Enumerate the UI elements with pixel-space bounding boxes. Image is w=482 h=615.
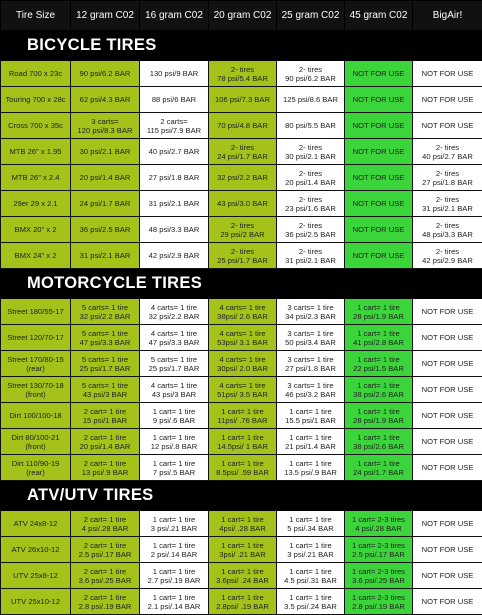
pressure-cell: 2- tires 23 psi/1.6 BAR xyxy=(277,191,345,217)
pressure-cell: 1 cart= 1 tire 12 psi/.8 BAR xyxy=(140,429,209,455)
pressure-cell: 90 psi/6.2 BAR xyxy=(71,61,140,87)
table-row xyxy=(1,217,482,243)
pressure-cell: 2- tires 31 psi/2.1 BAR xyxy=(413,191,482,217)
table-row xyxy=(1,377,482,403)
pressure-cell: NOT FOR USE xyxy=(413,61,482,87)
pressure-cell: 24 psi/1.7 BAR xyxy=(71,191,140,217)
pressure-cell: NOT FOR USE xyxy=(413,351,482,377)
pressure-cell: 1 cart= 1 tire 3psi/ .21 BAR xyxy=(209,537,277,563)
pressure-cell: NOT FOR USE xyxy=(345,87,413,113)
pressure-cell: 2- tires 31 psi/2.1 BAR xyxy=(277,243,345,269)
pressure-cell: 1 cart= 1 tire 3 psi/.21 BAR xyxy=(140,511,209,537)
pressure-cell: 4 carts= 1 tire 53psi/ 3.1 BAR xyxy=(209,325,277,351)
pressure-cell: 2 cart= 1 tire 3.6 psi/.25 BAR xyxy=(71,563,140,589)
pressure-cell: 1 cart= 1 tire 3 psi/.21 BAR xyxy=(277,537,345,563)
tire-size-cell: Cross 700 x 35c xyxy=(1,113,71,139)
table-row xyxy=(1,191,482,217)
pressure-cell: 4 carts= 1 tire 43 psi/3 BAR xyxy=(140,377,209,403)
pressure-cell: 1 cart= 1 tire 5 psi/.34 BAR xyxy=(277,511,345,537)
table-row xyxy=(1,299,482,325)
pressure-cell: NOT FOR USE xyxy=(413,537,482,563)
pressure-cell: 1 cart= 1 tire 22 psi/1.5 BAR xyxy=(345,351,413,377)
section-header xyxy=(1,481,482,511)
pressure-cell: 31 psi/2.1 BAR xyxy=(71,243,140,269)
pressure-cell: 2- tires 25 psi/1.7 BAR xyxy=(209,243,277,269)
section-motorcycle-tires xyxy=(1,269,482,299)
pressure-cell: 1 cart= 1 tire 3.5 psi/.24 BAR xyxy=(277,589,345,615)
pressure-cell: 5 carts= 1 tire 32 psi/2.2 BAR xyxy=(71,299,140,325)
pressure-cell: 2- tires 20 psi/1.4 BAR xyxy=(277,165,345,191)
pressure-cell: NOT FOR USE xyxy=(413,403,482,429)
pressure-cell: 1 cart= 1 tire 3.6psi/ .24 BAR xyxy=(209,563,277,589)
pressure-cell: 27 psi/1.8 BAR xyxy=(140,165,209,191)
tire-size-cell: UTV 25x8-12 xyxy=(1,563,71,589)
table-row xyxy=(1,87,482,113)
pressure-cell: 4 carts= 1 tire 47 psi/3.3 BAR xyxy=(140,325,209,351)
pressure-cell: 1 cart= 1 tire 38 psi/2.6 BAR xyxy=(345,377,413,403)
pressure-cell: NOT FOR USE xyxy=(413,511,482,537)
pressure-cell: NOT FOR USE xyxy=(413,113,482,139)
section-header xyxy=(1,269,482,299)
pressure-cell: NOT FOR USE xyxy=(345,191,413,217)
pressure-cell: NOT FOR USE xyxy=(413,377,482,403)
table-row xyxy=(1,537,482,563)
pressure-cell: 30 psi/2.1 BAR xyxy=(71,139,140,165)
pressure-cell: NOT FOR USE xyxy=(345,217,413,243)
pressure-cell: NOT FOR USE xyxy=(413,455,482,481)
tire-size-cell: BMX 20" x 2 xyxy=(1,217,71,243)
header-12g: 12 gram C02 xyxy=(71,1,140,31)
pressure-cell: 1 cart= 1 tire 38 psi/2.6 BAR xyxy=(345,429,413,455)
header-20g: 20 gram C02 xyxy=(209,1,277,31)
table-row xyxy=(1,589,482,615)
pressure-cell: 3 carts= 1 tire 50 psi/3.4 BAR xyxy=(277,325,345,351)
pressure-cell: 2- tires 27 psi/1.8 BAR xyxy=(413,165,482,191)
pressure-cell: 1 cart= 1 tire 11psi/ .76 BAR xyxy=(209,403,277,429)
pressure-cell: 1 cart= 1 tire 2.1 psi/.14 BAR xyxy=(140,589,209,615)
tire-size-cell: ATV 26x10-12 xyxy=(1,537,71,563)
pressure-cell: 31 psi/2.1 BAR xyxy=(140,191,209,217)
table-row xyxy=(1,455,482,481)
header-16g: 16 gram C02 xyxy=(140,1,209,31)
pressure-cell: 5 carts= 1 tire 47 psi/3.3 BAR xyxy=(71,325,140,351)
pressure-cell: 1 cart= 1 tire 4psi/ .28 BAR xyxy=(209,511,277,537)
pressure-cell: 2 cart= 1 tire 15 psi/1 BAR xyxy=(71,403,140,429)
pressure-cell: 1 cart= 1 tire 8.5psi/ .59 BAR xyxy=(209,455,277,481)
pressure-cell: 2 cart= 1 tire 20 psi/1.4 BAR xyxy=(71,429,140,455)
pressure-cell: 130 psi/9 BAR xyxy=(140,61,209,87)
header-bigair: BigAir! xyxy=(413,1,482,31)
pressure-cell: 1 cart= 1 tire 2 psi/.14 BAR xyxy=(140,537,209,563)
pressure-cell: 1 cart= 1 tire 21 psi/1.4 BAR xyxy=(277,429,345,455)
pressure-cell: NOT FOR USE xyxy=(345,113,413,139)
pressure-cell: 106 psi/7.3 BAR xyxy=(209,87,277,113)
pressure-cell: 88 psi/6 BAR xyxy=(140,87,209,113)
tire-size-cell: Street 180/55-17 xyxy=(1,299,71,325)
pressure-cell: NOT FOR USE xyxy=(413,589,482,615)
table-row xyxy=(1,351,482,377)
pressure-cell: 2- tires 29 psi/2 BAR xyxy=(209,217,277,243)
section-title: BICYCLE TIRES xyxy=(1,41,157,50)
table-row xyxy=(1,139,482,165)
pressure-cell: 5 carts= 1 tire 25 psi/1.7 BAR xyxy=(140,351,209,377)
pressure-cell: 3 carts= 1 tire 27 psi/1.8 BAR xyxy=(277,351,345,377)
pressure-cell: 40 psi/2.7 BAR xyxy=(140,139,209,165)
tire-size-cell: Dirt 110/90-19 (rear) xyxy=(1,455,71,481)
tire-size-cell: Street 120/70-17 xyxy=(1,325,71,351)
pressure-cell: NOT FOR USE xyxy=(345,139,413,165)
pressure-cell: 62 psi/4.3 BAR xyxy=(71,87,140,113)
pressure-cell: 125 psi/8.6 BAR xyxy=(277,87,345,113)
header-25g: 25 gram C02 xyxy=(277,1,345,31)
pressure-cell: 3 carts= 1 tire 34 psi/2.3 BAR xyxy=(277,299,345,325)
pressure-cell: 1 cart= 1 tire 15.5 psi/1 BAR xyxy=(277,403,345,429)
pressure-cell: 4 carts= 1 tire 32 psi/2.2 BAR xyxy=(140,299,209,325)
pressure-cell: NOT FOR USE xyxy=(345,243,413,269)
pressure-cell: 3 carts= 120 psi/8.3 BAR xyxy=(71,113,140,139)
pressure-cell: 4 carts= 1 tire 38psi/ 2.6 BAR xyxy=(209,299,277,325)
pressure-cell: 2- tires 40 psi/2.7 BAR xyxy=(413,139,482,165)
pressure-cell: NOT FOR USE xyxy=(413,87,482,113)
tire-size-cell: Dirt 80/100-21 (front) xyxy=(1,429,71,455)
pressure-cell: NOT FOR USE xyxy=(413,563,482,589)
pressure-cell: 5 carts= 1 tire 43 psi/3 BAR xyxy=(71,377,140,403)
table-row xyxy=(1,429,482,455)
tire-size-cell: UTV 25x10-12 xyxy=(1,589,71,615)
pressure-cell: 2 carts= 115 psi/7.9 BAR xyxy=(140,113,209,139)
pressure-cell: 70 psi/4.8 BAR xyxy=(209,113,277,139)
pressure-cell: 1 cart= 1 tire 4.5 psi/.31 BAR xyxy=(277,563,345,589)
pressure-cell: 32 psi/2.2 BAR xyxy=(209,165,277,191)
pressure-cell: 2- tires 78 psi/5.4 BAR xyxy=(209,61,277,87)
section-atv-utv-tires xyxy=(1,481,482,511)
pressure-cell: 80 psi/5.5 BAR xyxy=(277,113,345,139)
table-row xyxy=(1,563,482,589)
header-45g: 45 gram C02 xyxy=(345,1,413,31)
pressure-cell: 1 cart= 1 tire 13.5 psi/.9 BAR xyxy=(277,455,345,481)
table-row xyxy=(1,325,482,351)
pressure-cell: 4 carts= 1 tire 30psi/ 2.0 BAR xyxy=(209,351,277,377)
tire-size-cell: ATV 24x8-12 xyxy=(1,511,71,537)
table-row xyxy=(1,243,482,269)
pressure-cell: 42 psi/2.9 BAR xyxy=(140,243,209,269)
pressure-cell: 48 psi/3.3 BAR xyxy=(140,217,209,243)
pressure-cell: 1 cart= 1 tire 2.7 psi/.19 BAR xyxy=(140,563,209,589)
pressure-cell: 1 cart= 1 tire 9 psi/.6 BAR xyxy=(140,403,209,429)
pressure-cell: 2- tires 48 psi/3.3 BAR xyxy=(413,217,482,243)
pressure-cell: 1 cart= 1 tire 28 psi/1.9 BAR xyxy=(345,403,413,429)
pressure-cell: 1 cart= 1 tire 14.5psi/ 1 BAR xyxy=(209,429,277,455)
section-title: ATV/UTV TIRES xyxy=(1,491,153,500)
pressure-cell: 1 cart= 2-3 tires 4 psi/.28 BAR xyxy=(345,511,413,537)
tire-size-cell: Street 130/70-18 (front) xyxy=(1,377,71,403)
tire-size-cell: Dirt 100/100-18 xyxy=(1,403,71,429)
pressure-cell: 5 carts= 1 tire 25 psi/1.7 BAR xyxy=(71,351,140,377)
pressure-cell: 4 carts= 1 tire 51psi/ 3.5 BAR xyxy=(209,377,277,403)
pressure-cell: 2- tires 42 psi/2.9 BAR xyxy=(413,243,482,269)
table-row xyxy=(1,403,482,429)
pressure-cell: 1 cart= 2-3 tires 2.5 psi/.17 BAR xyxy=(345,537,413,563)
pressure-cell: 2 cart= 1 tire 13 psi/.9 BAR xyxy=(71,455,140,481)
pressure-cell: 2 cart= 1 tire 2.8 psi/.19 BAR xyxy=(71,589,140,615)
tire-size-cell: MTB 26" x 1.95 xyxy=(1,139,71,165)
pressure-cell: 1 cart= 1 tire 2.8psi/ .19 BAR xyxy=(209,589,277,615)
pressure-cell: NOT FOR USE xyxy=(345,61,413,87)
pressure-cell: NOT FOR USE xyxy=(345,165,413,191)
header-tire-size: Tire Size xyxy=(1,1,71,31)
section-header xyxy=(1,31,482,61)
pressure-cell: 2 cart= 1 tire 2.5 psi/.17 BAR xyxy=(71,537,140,563)
pressure-cell: 1 cart= 1 tire 24 psi/1.7 BAR xyxy=(345,455,413,481)
pressure-cell: NOT FOR USE xyxy=(413,325,482,351)
pressure-cell: 2- tires 30 psi/2.1 BAR xyxy=(277,139,345,165)
tire-size-cell: 29er 29 x 2.1 xyxy=(1,191,71,217)
table-row xyxy=(1,511,482,537)
section-title: MOTORCYCLE TIRES xyxy=(1,279,202,288)
pressure-cell: 1 cart= 2-3 tires 2.8 psi/.19 BAR xyxy=(345,589,413,615)
table-row xyxy=(1,113,482,139)
pressure-cell: 1 cart= 1 tire 41 psi/2.8 BAR xyxy=(345,325,413,351)
pressure-cell: 43 psi/3.0 BAR xyxy=(209,191,277,217)
pressure-cell: NOT FOR USE xyxy=(413,429,482,455)
section-bicycle-tires xyxy=(1,31,482,61)
pressure-cell: 1 cart= 1 tire 7 psi/.5 BAR xyxy=(140,455,209,481)
pressure-cell: 20 psi/1.4 BAR xyxy=(71,165,140,191)
tire-size-cell: MTB 26" x 2.4 xyxy=(1,165,71,191)
pressure-cell: 2 cart= 1 tire 4 psi/.28 BAR xyxy=(71,511,140,537)
tire-size-cell: Road 700 x 23c xyxy=(1,61,71,87)
pressure-cell: 2- tires 24 psi/1.7 BAR xyxy=(209,139,277,165)
pressure-cell: 2- tires 90 psi/6.2 BAR xyxy=(277,61,345,87)
pressure-cell: 1 cart= 1 tire 28 psi/1.9 BAR xyxy=(345,299,413,325)
pressure-cell: NOT FOR USE xyxy=(413,299,482,325)
tire-size-cell: Touring 700 x 28c xyxy=(1,87,71,113)
tire-size-cell: BMX 24" x 2 xyxy=(1,243,71,269)
pressure-cell: 3 carts= 1 tire 46 psi/3.2 BAR xyxy=(277,377,345,403)
table-row xyxy=(1,61,482,87)
pressure-cell: 1 cart= 2-3 tires 3.6 psi/.25 BAR xyxy=(345,563,413,589)
pressure-cell: 2- tires 36 psi/2.5 BAR xyxy=(277,217,345,243)
tire-size-cell: Street 170/80-15 (rear) xyxy=(1,351,71,377)
table-row xyxy=(1,165,482,191)
header-row xyxy=(1,1,482,31)
pressure-cell: 36 psi/2.5 BAR xyxy=(71,217,140,243)
